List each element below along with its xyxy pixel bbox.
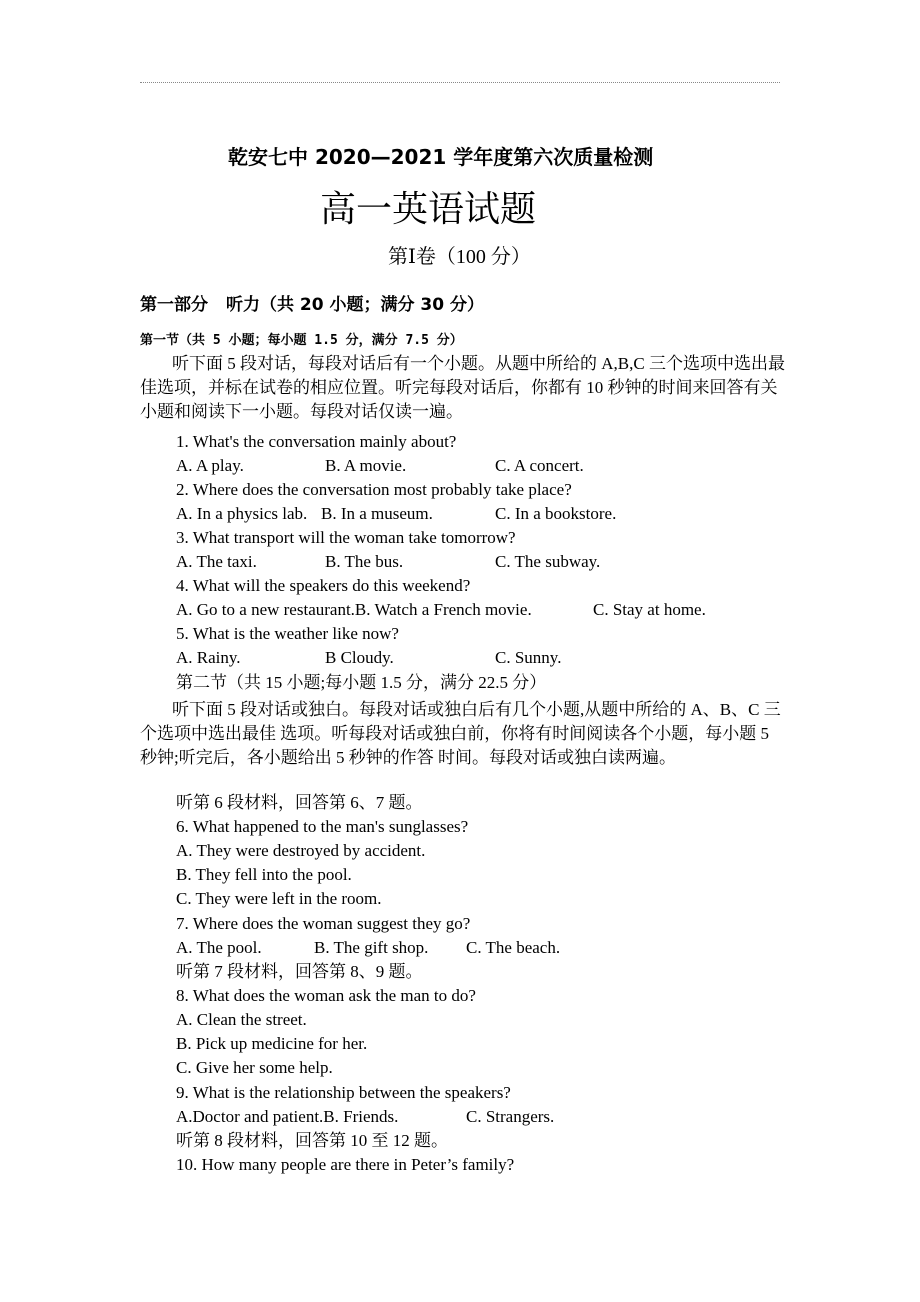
question-10: 10. How many people are there in Peter’s family?	[176, 1155, 515, 1174]
q7-option-c: C. The beach.	[466, 938, 561, 957]
q8-option-a: A. Clean the street.	[176, 1010, 307, 1029]
header-divider	[140, 82, 780, 83]
question-7: 7. Where does the woman suggest they go?	[176, 914, 471, 933]
question-6: 6. What happened to the man's sunglasses?	[176, 817, 469, 836]
q9-option-c: C. Strangers.	[466, 1107, 555, 1126]
q4-option-c: C. Stay at home.	[593, 600, 706, 619]
question-9: 9. What is the relationship between the speakers?	[176, 1083, 511, 1102]
q3-option-c: C. The subway.	[495, 552, 601, 571]
q6-option-c: C. They were left in the room.	[176, 889, 382, 908]
q5-option-a: A. Rainy.	[176, 648, 241, 667]
school-exam-line: 乾安七中 2020—2021 学年度第六次质量检测	[228, 145, 654, 169]
q5-option-c: C. Sunny.	[495, 648, 562, 667]
part-heading-topic: 听力（共 20 小题；满分 30 分）	[226, 295, 484, 315]
q3-option-b: B. The bus.	[325, 552, 404, 571]
q2-option-b: B. In a museum.	[321, 504, 433, 523]
q6-option-a: A. They were destroyed by accident.	[176, 841, 426, 860]
q8-option-b: B. Pick up medicine for her.	[176, 1034, 368, 1053]
q1-option-b: B. A movie.	[325, 456, 407, 475]
q2-option-a: A. In a physics lab.	[176, 504, 308, 523]
q3-option-a: A. The taxi.	[176, 552, 257, 571]
q5-option-b: B Cloudy.	[325, 648, 394, 667]
q4-options-ab: A. Go to a new restaurant.B. Watch a French movie.	[176, 600, 532, 619]
material-6-intro: 听第 6 段材料，回答第 6、7 题。	[176, 793, 423, 812]
q6-option-b: B. They fell into the pool.	[176, 865, 352, 884]
q2-option-c: C. In a bookstore.	[495, 504, 617, 523]
material-8-intro: 听第 8 段材料，回答第 10 至 12 题。	[176, 1131, 448, 1150]
q1-option-c: C. A concert.	[495, 456, 584, 475]
q7-option-b: B. The gift shop.	[314, 938, 429, 957]
question-5: 5. What is the weather like now?	[176, 624, 399, 643]
page-title: 高一英语试题	[320, 189, 537, 230]
question-4: 4. What will the speakers do this weekend?	[176, 576, 471, 595]
part-heading-number: 第一部分	[140, 295, 208, 315]
section1-instructions: 听下面 5 段对话，每段对话后有一个小题。从题中所给的 A,B,C 三个选项中选出最佳选项，并标在试卷的相应位置。听完每段对话后，你都有 10 秒钟的时间来回答有关小题和阅读下一小题。每段对话仅读一遍。	[140, 354, 785, 421]
q7-option-a: A. The pool.	[176, 938, 262, 957]
question-3: 3. What transport will the woman take tomorrow?	[176, 528, 516, 547]
question-2: 2. Where does the conversation most probably take place?	[176, 480, 572, 499]
q1-option-a: A. A play.	[176, 456, 244, 475]
q8-option-c: C. Give her some help.	[176, 1058, 333, 1077]
question-1: 1. What's the conversation mainly about?	[176, 432, 457, 451]
part-heading	[140, 294, 484, 316]
q9-options-ab: A.Doctor and patient.B. Friends.	[176, 1107, 399, 1126]
section1-heading: 第一节（共 5 小题；每小题 1.5 分，满分 7.5 分）	[140, 333, 463, 348]
question-8: 8. What does the woman ask the man to do?	[176, 986, 476, 1005]
section2-instructions: 听下面 5 段对话或独白。每段对话或独白后有几个小题,从题中所给的 A、B、C 三个选项中选出最佳 选项。听每段对话或独白前，你将有时间阅读各个小题，每小题 5 秒钟;听完后，各小题给出 5 秒钟的作答 时间。每段对话或独白读两遍。	[140, 700, 781, 767]
material-7-intro: 听第 7 段材料，回答第 8、9 题。	[176, 962, 423, 981]
volume-label: 第Ⅰ卷（100 分）	[388, 246, 531, 268]
section2-heading: 第二节（共 15 小题;每小题 1.5 分，满分 22.5 分）	[176, 673, 547, 692]
